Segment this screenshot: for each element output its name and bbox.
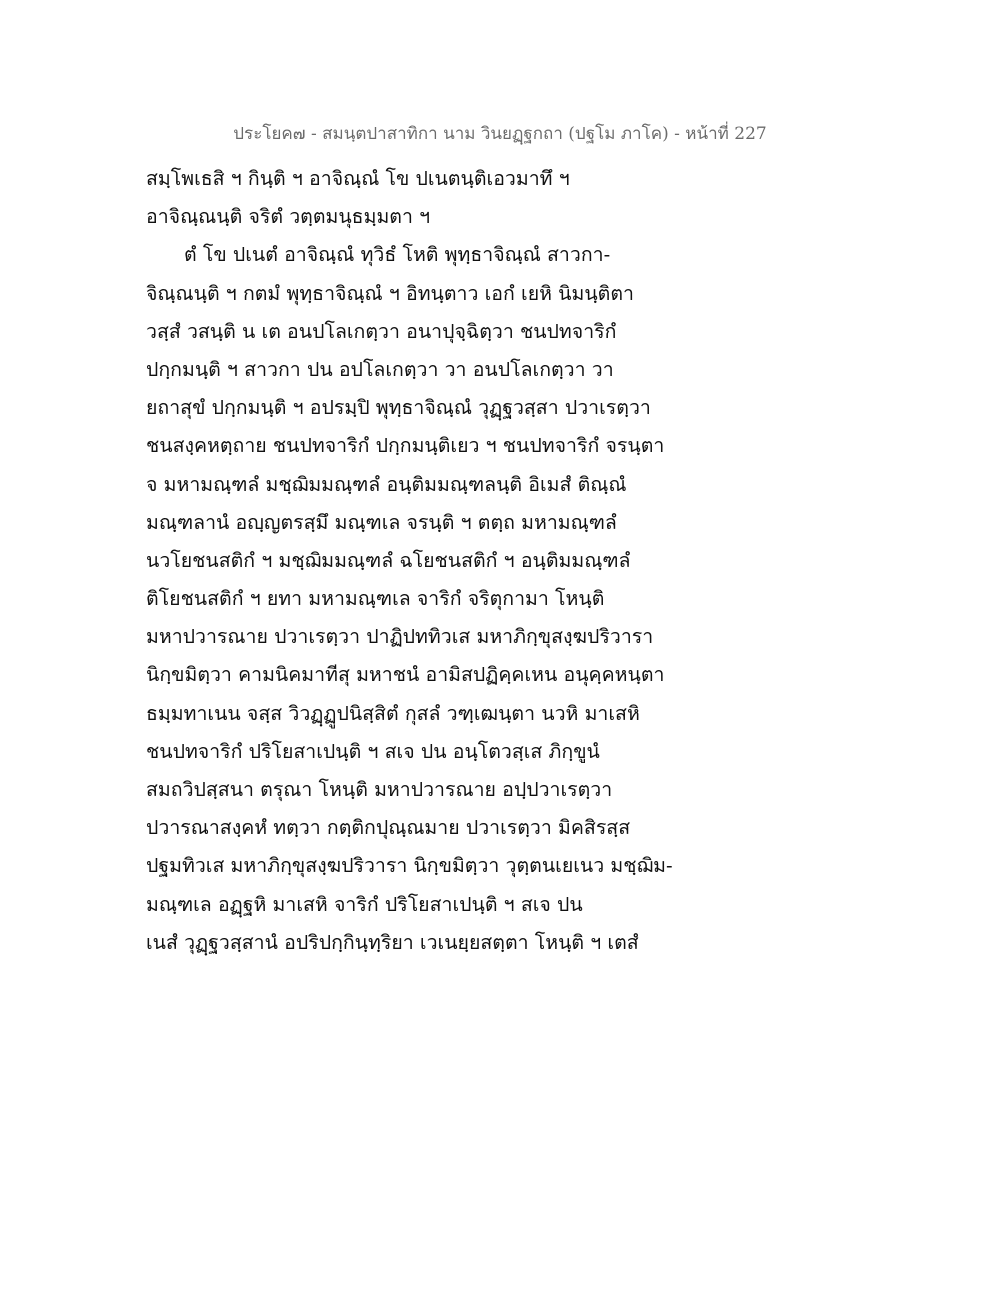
text-line: ติโยชนสติกํ ฯ ยทา มหามณฺฑเล จาริกํ จริตุกามา โหนฺติ	[146, 587, 605, 611]
text-line: มหาปวารณาย ปวาเรตฺวา ปาฏิปททิวเส มหาภิกฺขุสงฺฆปริวารา	[146, 625, 654, 649]
paragraph-start-line: ตํ โข ปเนตํ อาจิณฺณํ ทุวิธํ โหติ พุทฺธาจิณฺณํ สาวกา-	[184, 243, 611, 267]
text-line: ปฐมทิวเส มหาภิกฺขุสงฺฆปริวารา นิกฺขมิตฺวา วุตฺตนเยเนว มชฺฌิม-	[146, 854, 673, 878]
text-line: สมฺโพเธสิ ฯ กินฺติ ฯ อาจิณฺณํ โข ปเนตนฺติเอวมาทึ ฯ	[146, 167, 570, 190]
text-line: ยถาสุขํ ปกฺกมนฺติ ฯ อปรมฺปิ พุทฺธาจิณฺณํ วุฏฺฐวสฺสา ปวาเรตฺวา	[146, 396, 651, 420]
text-line: ปวารณาสงฺคหํ ทตฺวา กตฺติกปุณฺณมาย ปวาเรตฺวา มิคสิรสฺส	[146, 816, 631, 840]
text-line: อาจิณฺณนฺติ จริตํ วตฺตมนุธมฺมตา ฯ	[146, 205, 431, 229]
text-line: ชนสงฺคหตฺถาย ชนปทจาริกํ ปกฺกมนฺติเยว ฯ ชนปทจาริกํ จรนฺตา	[146, 434, 665, 458]
text-line: เนสํ วุฏฺฐวสฺสานํ อปริปกฺกินฺทฺริยา เวเนยฺยสตฺตา โหนฺติ ฯ เตสํ	[146, 930, 639, 954]
text-line: นิกฺขมิตฺวา คามนิคมาทีสุ มหาชนํ อามิสปฏิคฺคเหน อนุคฺคหนฺตา	[146, 663, 665, 687]
text-line: ธมฺมทาเนน จสฺส วิวฏฺฏูปนิสฺสิตํ กุสลํ วฑฺเฒนฺตา นวหิ มาเสหิ	[146, 701, 640, 725]
text-line: จิณฺณนฺติ ฯ กตมํ พุทฺธาจิณฺณํ ฯ อิทนฺตาว เอกํ เยหิ นิมนฺติตา	[146, 281, 634, 305]
text-line: ปกฺกมนฺติ ฯ สาวกา ปน อปโลเกตฺวา วา อนปโลเกตฺวา วา	[146, 357, 614, 381]
text-line: นวโยชนสติกํ ฯ มชฺฌิมมณฺฑลํ ฉโยชนสติกํ ฯ อนฺติมมณฺฑลํ	[146, 548, 631, 572]
text-line: สมถวิปสฺสนา ตรุณา โหนฺติ มหาปวารณาย อปฺปวาเรตฺวา	[146, 778, 613, 801]
text-line: ชนปทจาริกํ ปริโยสาเปนฺติ ฯ สเจ ปน อนฺโตวสฺเส ภิกฺขูนํ	[146, 739, 600, 763]
running-header: ประโยค๗ - สมนฺตปาสาทิกา นาม วินยฏฺฐกถา (ปฐโม ภาโค) - หน้าที่ 227	[233, 124, 767, 144]
body-text	[146, 160, 706, 962]
text-line: มณฺฑลานํ อญฺญตรสฺมึ มณฺฑเล จรนฺติ ฯ ตตฺถ มหามณฺฑลํ	[146, 510, 617, 534]
text-line: มณฺฑเล อฏฺฐหิ มาเสหิ จาริกํ ปริโยสาเปนฺติ ฯ สเจ ปน	[146, 892, 583, 916]
text-line: วสฺสํ วสนฺติ น เต อนปโลเกตฺวา อนาปุจฺฉิตฺวา ชนปทจาริกํ	[146, 319, 617, 343]
text-line: จ มหามณฺฑลํ มชฺฌิมมณฺฑลํ อนฺติมมณฺฑลนฺติ อิเมสํ ติณฺณํ	[146, 472, 627, 496]
